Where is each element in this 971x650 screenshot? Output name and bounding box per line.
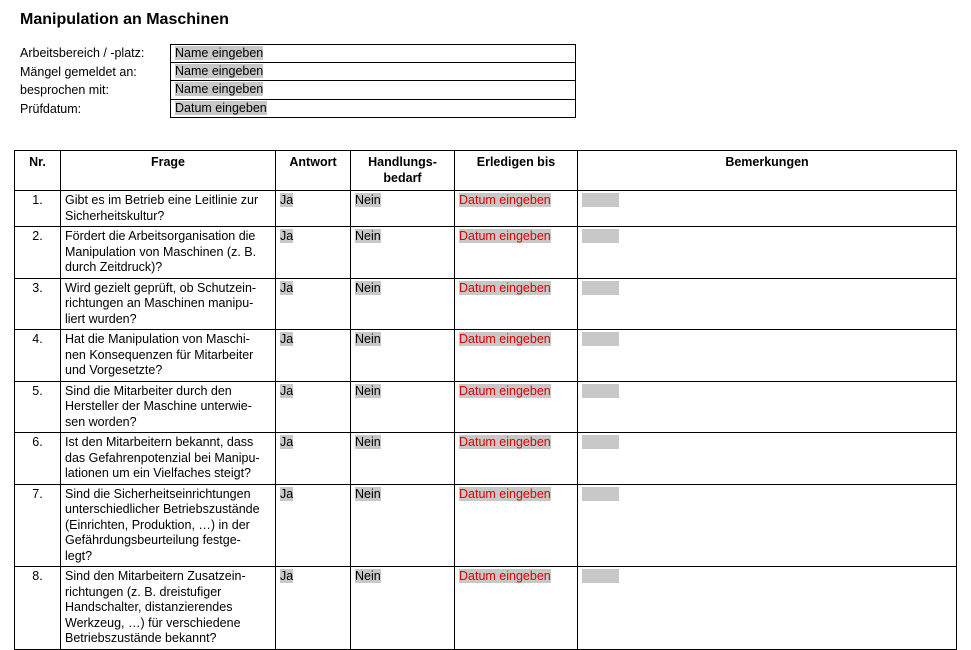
header-nr: Nr. xyxy=(15,151,61,191)
reported-to-value[interactable]: Name eingeben xyxy=(175,63,264,78)
remarks-field[interactable] xyxy=(582,384,619,398)
question-line: Ist den Mitarbeitern bekannt, dass xyxy=(65,435,254,449)
question-line: lationen um ein Vielfaches steigt? xyxy=(65,466,251,480)
answer-dropdown[interactable]: Ja xyxy=(280,332,294,346)
action-needed-cell[interactable] xyxy=(351,330,455,382)
header-bemerkungen: Bemerkungen xyxy=(578,151,957,191)
answer-cell[interactable] xyxy=(276,191,351,227)
action-needed-cell[interactable] xyxy=(351,381,455,433)
question-line: Gibt es im Betrieb eine Leitlinie zur xyxy=(65,193,259,207)
answer-cell[interactable] xyxy=(276,484,351,567)
answer-dropdown[interactable]: Ja xyxy=(280,383,294,398)
remarks-cell[interactable] xyxy=(578,381,957,433)
table-row xyxy=(15,191,957,227)
remarks-cell[interactable] xyxy=(578,484,957,567)
remarks-field[interactable] xyxy=(582,435,619,449)
due-date-field[interactable]: Datum eingeben xyxy=(459,486,551,501)
table-row xyxy=(15,227,957,279)
question-line: Handschalter, distanzierendes xyxy=(65,600,233,614)
due-date-field[interactable]: Datum eingeben xyxy=(459,435,551,449)
remarks-cell[interactable] xyxy=(578,567,957,650)
header-erledigen: Erledigen bis xyxy=(455,151,578,191)
action-needed-dropdown[interactable]: Nein xyxy=(355,486,381,501)
action-needed-dropdown[interactable]: Nein xyxy=(355,332,381,346)
table-row xyxy=(15,381,957,433)
question-cell xyxy=(61,191,276,227)
action-needed-dropdown[interactable]: Nein xyxy=(355,193,381,207)
table-row xyxy=(15,278,957,330)
due-date-field[interactable]: Datum eingeben xyxy=(459,569,551,583)
row-number: 6. xyxy=(15,433,61,485)
remarks-cell[interactable] xyxy=(578,227,957,279)
due-date-cell[interactable] xyxy=(455,227,578,279)
due-date-field[interactable]: Datum eingeben xyxy=(459,332,551,346)
question-line: liert wurden? xyxy=(65,311,137,326)
question-line: Betriebszustände bekannt? xyxy=(65,631,217,645)
question-cell xyxy=(61,330,276,382)
answer-cell[interactable] xyxy=(276,278,351,330)
answer-dropdown[interactable]: Ja xyxy=(280,193,294,207)
answer-dropdown[interactable]: Ja xyxy=(280,280,294,295)
due-date-cell[interactable] xyxy=(455,484,578,567)
row-number: 1. xyxy=(15,191,61,227)
action-needed-cell[interactable] xyxy=(351,433,455,485)
table-row xyxy=(15,433,957,485)
action-needed-dropdown[interactable]: Nein xyxy=(355,435,381,449)
due-date-field[interactable]: Datum eingeben xyxy=(459,383,551,398)
question-cell xyxy=(61,433,276,485)
due-date-cell[interactable] xyxy=(455,433,578,485)
due-date-field[interactable]: Datum eingeben xyxy=(459,193,551,207)
remarks-cell[interactable] xyxy=(578,191,957,227)
action-needed-dropdown[interactable]: Nein xyxy=(355,280,381,295)
answer-cell[interactable] xyxy=(276,381,351,433)
remarks-field[interactable] xyxy=(582,193,619,207)
question-line: Gefährdungsbeurteilung festge- xyxy=(65,533,241,547)
question-line: Sind den Mitarbeitern Zusatzein- xyxy=(65,569,246,583)
row-number: 3. xyxy=(15,278,61,330)
remarks-cell[interactable] xyxy=(578,278,957,330)
question-line: richtungen (z. B. dreistufiger xyxy=(65,584,222,599)
answer-dropdown[interactable]: Ja xyxy=(280,486,294,501)
header-frage: Frage xyxy=(61,151,276,191)
check-date-label: Prüfdatum: xyxy=(20,101,82,116)
question-cell xyxy=(61,567,276,650)
discussed-with-value[interactable]: Name eingeben xyxy=(175,82,264,96)
question-line: nen Konsequenzen für Mitarbeiter xyxy=(65,347,254,362)
workplace-label: Arbeitsbereich / -platz: xyxy=(20,46,145,60)
action-needed-cell[interactable] xyxy=(351,567,455,650)
question-line: durch Zeitdruck)? xyxy=(65,260,163,274)
action-needed-dropdown[interactable]: Nein xyxy=(355,569,381,583)
header-handlungsbedarf xyxy=(351,151,455,191)
row-number: 4. xyxy=(15,330,61,382)
due-date-field[interactable]: Datum eingeben xyxy=(459,280,551,295)
question-line: (Einrichten, Produktion, …) in der xyxy=(65,517,250,532)
discussed-with-label: besprochen mit: xyxy=(20,83,109,97)
question-line: Fördert die Arbeitsorganisation die xyxy=(65,229,256,243)
row-number: 2. xyxy=(15,227,61,279)
question-cell xyxy=(61,484,276,567)
remarks-cell[interactable] xyxy=(578,330,957,382)
action-needed-dropdown[interactable]: Nein xyxy=(355,229,381,243)
question-cell xyxy=(61,278,276,330)
header-handlungsbedarf-line2: bedarf xyxy=(383,170,422,185)
reported-to-field[interactable] xyxy=(170,63,576,82)
row-number: 5. xyxy=(15,381,61,433)
action-needed-cell[interactable] xyxy=(351,278,455,330)
header-handlungsbedarf-line1: Handlungs- xyxy=(368,155,437,169)
due-date-field[interactable]: Datum eingeben xyxy=(459,229,551,243)
due-date-cell[interactable] xyxy=(455,567,578,650)
discussed-with-field[interactable] xyxy=(170,81,576,100)
due-date-cell[interactable] xyxy=(455,381,578,433)
question-line: und Vorgesetzte? xyxy=(65,363,163,377)
question-line: Hersteller der Maschine unterwie- xyxy=(65,399,252,413)
answer-cell[interactable] xyxy=(276,330,351,382)
question-line: richtungen an Maschinen manipu- xyxy=(65,296,254,310)
question-cell xyxy=(61,381,276,433)
answer-dropdown[interactable]: Ja xyxy=(280,569,294,583)
answer-cell[interactable] xyxy=(276,227,351,279)
action-needed-dropdown[interactable]: Nein xyxy=(355,383,381,398)
action-needed-cell[interactable] xyxy=(351,191,455,227)
question-line: Hat die Manipulation von Maschi- xyxy=(65,332,250,346)
remarks-field[interactable] xyxy=(582,229,619,243)
answer-cell[interactable] xyxy=(276,433,351,485)
question-line: sen worden? xyxy=(65,414,137,429)
question-line: unterschiedlicher Betriebszustände xyxy=(65,502,260,516)
question-line: Sind die Sicherheitseinrichtungen xyxy=(65,486,251,501)
due-date-cell[interactable] xyxy=(455,191,578,227)
header-antwort: Antwort xyxy=(276,151,351,191)
question-line: das Gefahrenpotenzial bei Manipu- xyxy=(65,450,260,465)
action-needed-cell[interactable] xyxy=(351,484,455,567)
workplace-field[interactable] xyxy=(170,44,576,63)
answer-cell[interactable] xyxy=(276,567,351,650)
check-date-field[interactable] xyxy=(170,100,576,119)
remarks-field[interactable] xyxy=(582,281,619,295)
answer-dropdown[interactable]: Ja xyxy=(280,435,294,449)
question-line: Werkzeug, …) für verschiedene xyxy=(65,615,241,630)
question-line: Manipulation von Maschinen (z. B. xyxy=(65,244,257,259)
table-row xyxy=(15,484,957,567)
due-date-cell[interactable] xyxy=(455,278,578,330)
action-needed-cell[interactable] xyxy=(351,227,455,279)
remarks-field[interactable] xyxy=(582,487,619,501)
question-line: Wird gezielt geprüft, ob Schutzein- xyxy=(65,280,257,295)
page-title: Manipulation an Maschinen xyxy=(20,11,229,28)
remarks-cell[interactable] xyxy=(578,433,957,485)
reported-to-label: Mängel gemeldet an: xyxy=(20,64,137,79)
due-date-cell[interactable] xyxy=(455,330,578,382)
answer-dropdown[interactable]: Ja xyxy=(280,229,294,243)
check-date-value[interactable]: Datum eingeben xyxy=(175,100,267,115)
question-line: Sind die Mitarbeiter durch den xyxy=(65,383,232,398)
question-line: legt? xyxy=(65,548,93,563)
row-number: 7. xyxy=(15,484,61,567)
table-row xyxy=(15,330,957,382)
row-number: 8. xyxy=(15,567,61,650)
checklist-table xyxy=(14,150,957,650)
remarks-field[interactable] xyxy=(582,332,619,346)
remarks-field[interactable] xyxy=(582,569,619,583)
question-line: Sicherheitskultur? xyxy=(65,208,165,223)
table-row xyxy=(15,567,957,650)
workplace-value[interactable]: Name eingeben xyxy=(175,46,264,60)
question-cell xyxy=(61,227,276,279)
table-header-row xyxy=(15,151,957,191)
